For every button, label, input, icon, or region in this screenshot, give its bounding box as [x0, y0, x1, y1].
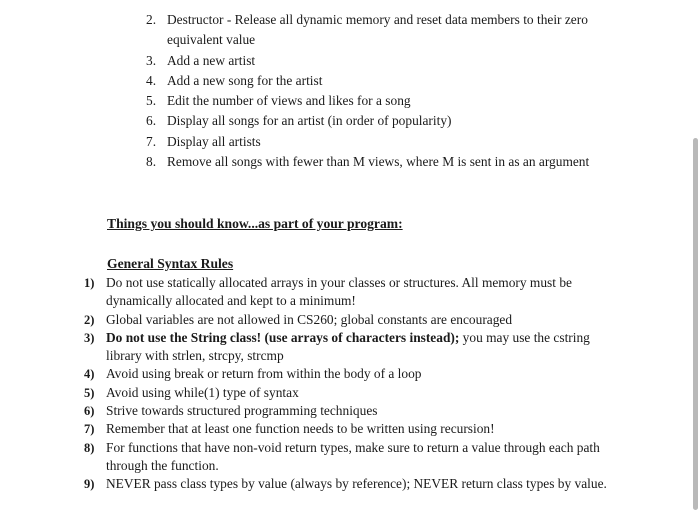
- list-item: [146, 111, 616, 131]
- list-item: [146, 132, 616, 152]
- rule-text: you may use the cstring library with strlen, strcpy, strcmp: [106, 329, 590, 364]
- item-text: Edit the number of views and likes for a song: [167, 93, 411, 109]
- list-item: [146, 152, 616, 172]
- rule-number: 8): [84, 440, 95, 455]
- rule-number: 1): [84, 276, 95, 290]
- rule-text: For functions that have non-void return types, make sure to return a value through each path through the function.: [106, 439, 600, 473]
- item-text: Destructor - Release all dynamic memory and reset data members to their zero equivalent value: [167, 12, 588, 48]
- list-item: [146, 91, 616, 111]
- rule-bold-text: Do not use the String class! (use arrays of characters instead);: [106, 329, 460, 345]
- item-number: 7.: [146, 133, 157, 149]
- item-text: Display all songs for an artist (in order of popularity): [167, 113, 452, 129]
- section-heading: Things you should know...as part of your program:: [107, 216, 403, 231]
- item-number: 3.: [146, 52, 157, 68]
- vertical-scrollbar[interactable]: [693, 138, 698, 510]
- rule-number: 2): [84, 312, 95, 327]
- rule-text: NEVER pass class types by value (always by reference); NEVER return class types by value.: [106, 476, 607, 492]
- rule-text: Strive towards structured programming techniques: [106, 403, 378, 419]
- list-item: [146, 51, 616, 71]
- rule-item: [84, 365, 610, 383]
- rule-text: Remember that at least one function needs to be written using recursion!: [106, 421, 495, 437]
- item-number: 4.: [146, 72, 157, 88]
- rule-item: [84, 475, 610, 493]
- rule-text: Do not use statically allocated arrays in your classes or structures. All memory must be dynamically allocated and kept to a minimum!: [106, 275, 572, 309]
- item-number: 2.: [146, 12, 157, 27]
- rule-text: Avoid using while(1) type of syntax: [106, 384, 299, 400]
- rule-item: [84, 274, 610, 311]
- rule-number: 5): [84, 385, 95, 400]
- item-number: 6.: [146, 113, 157, 129]
- item-number: 8.: [146, 154, 157, 170]
- list-item: [146, 71, 616, 91]
- list-item: [146, 10, 616, 51]
- rule-number: 9): [84, 477, 95, 492]
- requirements-list: [146, 10, 616, 172]
- rule-text: Global variables are not allowed in CS260; global constants are encouraged: [106, 311, 513, 327]
- rule-number: 4): [84, 367, 95, 382]
- rule-item: [84, 311, 610, 329]
- item-text: Display all artists: [167, 133, 261, 149]
- rule-number: 3): [84, 330, 95, 345]
- rule-item: [84, 420, 610, 438]
- rule-item: [84, 384, 610, 402]
- rule-number: 7): [84, 422, 95, 437]
- item-number: 5.: [146, 93, 157, 109]
- sub-heading: General Syntax Rules: [107, 256, 234, 271]
- item-text: Add a new song for the artist: [167, 72, 323, 88]
- rule-item: [84, 439, 610, 476]
- rule-number: 6): [84, 404, 95, 419]
- rule-item: [84, 402, 610, 420]
- item-text: Add a new artist: [167, 52, 256, 68]
- rule-text: Avoid using break or return from within the body of a loop: [106, 366, 422, 382]
- syntax-rules-list: [84, 274, 610, 494]
- rule-item: [84, 329, 610, 366]
- item-text: Remove all songs with fewer than M views, where M is sent in as an argument: [167, 154, 590, 170]
